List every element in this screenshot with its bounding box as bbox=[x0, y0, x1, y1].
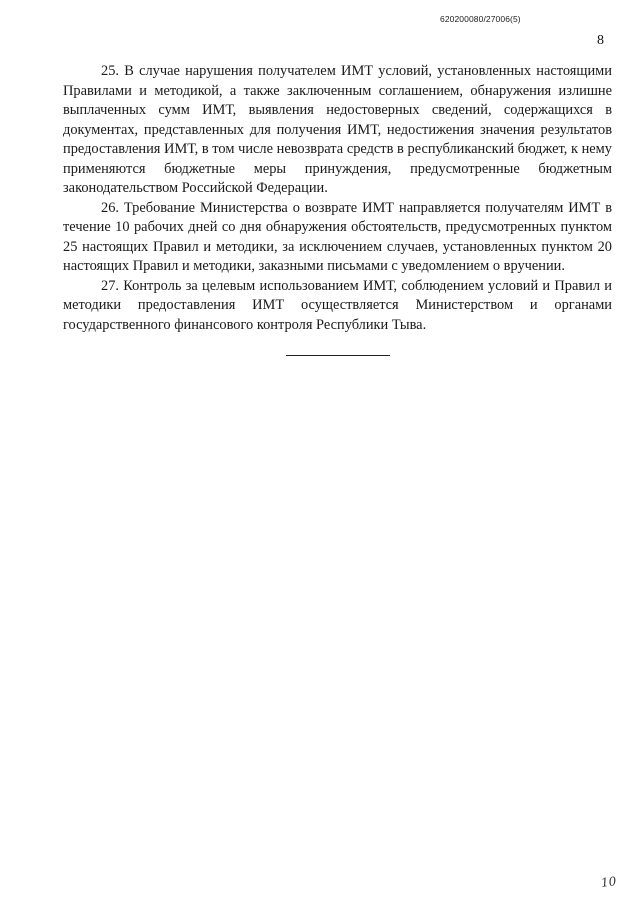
paragraph-27: 27. Контроль за целевым использованием ИМТ, соблюдением условий и Правил и методики предоставления ИМТ осуществляется Министерством и органами государственного финансового контроля Республики Тыва. bbox=[63, 277, 612, 333]
handwritten-page-mark: 10 bbox=[600, 874, 618, 890]
paragraph-26: 26. Требование Министерства о возврате ИМТ направляется получателям ИМТ в течение 10 рабочих дней со дня обнаружения обстоятельств, предусмотренных пунктом 25 настоящих Правил и методики, за исключением случаев, установленных пунктом 20 настоящих Правил и методики, заказными письмами с уведомлением о вручении. bbox=[63, 199, 612, 274]
document-body bbox=[63, 62, 612, 335]
end-of-document-rule bbox=[286, 355, 390, 356]
document-code: 620200080/27006(5) bbox=[440, 14, 521, 24]
paragraph-25: 25. В случае нарушения получателем ИМТ условий, установленных настоящими Правилами и методикой, а также заключенным соглашением, обнаружения излишне выплаченных сумм ИМТ, выявления недостоверных сведений, содержащихся в документах, представленных для получения ИМТ, недостижения значения результатов предоставления ИМТ, в том числе невозврата средств в республиканский бюджет, к нему применяются бюджетные меры принуждения, предусмотренные бюджетным законодательством Российской Федерации. bbox=[63, 63, 612, 196]
page-number: 8 bbox=[597, 33, 604, 48]
